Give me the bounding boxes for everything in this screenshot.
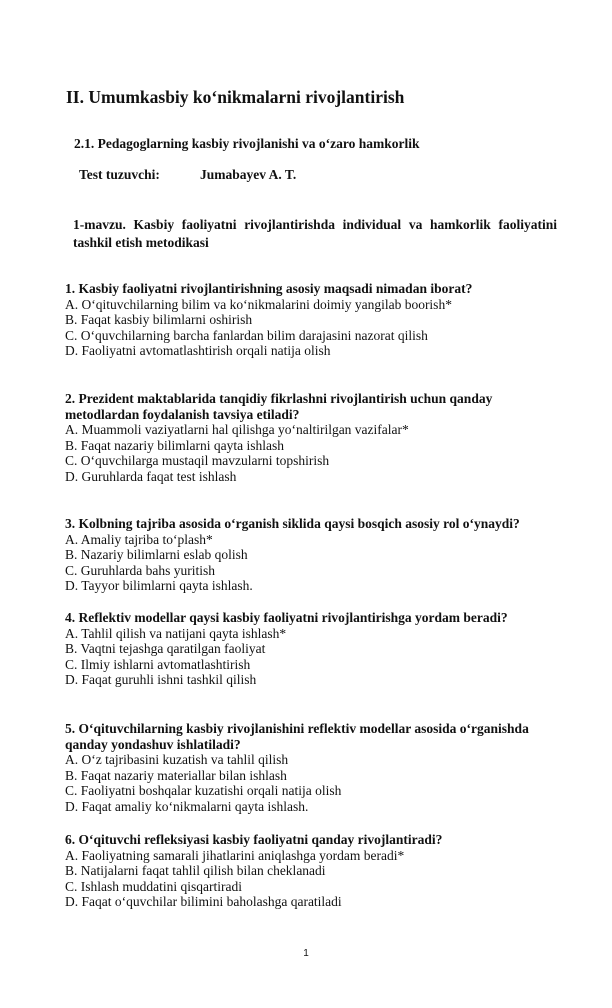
question-stem: 6. O‘qituvchi refleksiyasi kasbiy faoliyatni qanday rivojlantiradi? <box>65 832 443 847</box>
answer-option: A. Faoliyatning samarali jihatlarini aniqlashga yordam beradi* <box>65 847 405 863</box>
answer-option: D. Tayyor bilimlarni qayta ishlash. <box>65 578 253 594</box>
answer-option: C. Guruhlarda bahs yuritish <box>65 562 215 578</box>
question-stem: 2. Prezident maktablarida tanqidiy fikrlashni rivojlantirish uchun qanday <box>65 391 493 406</box>
question-stem: 1. Kasbiy faoliyatni rivojlantirishning asosiy maqsadi nimadan iborat? <box>65 281 473 296</box>
answer-option: B. Faqat kasbiy bilimlarni oshirish <box>65 312 253 328</box>
question-6 <box>65 832 565 910</box>
answer-option: B. Faqat nazariy bilimlarni qayta ishlash <box>65 437 284 453</box>
answer-option: B. Faqat nazariy materiallar bilan ishlash <box>65 767 287 783</box>
answer-option: B. Vaqtni tejashga qaratilgan faoliyat <box>65 641 266 657</box>
answer-option: C. Ilmiy ishlarni avtomatlashtirish <box>65 656 251 672</box>
question-2 <box>65 391 565 485</box>
answer-option: D. Faoliyatni avtomatlashtirish orqali natija olish <box>65 343 331 359</box>
answer-option: C. O‘quvchilarning barcha fanlardan bilim darajasini nazorat qilish <box>65 327 428 343</box>
question-stem: metodlardan foydalanish tavsiya etiladi? <box>65 406 300 422</box>
answer-option: C. Ishlash muddatini qisqartiradi <box>65 878 242 894</box>
question-stem: 3. Kolbning tajriba asosida o‘rganish siklida qaysi bosqich asosiy rol o‘ynaydi? <box>65 516 520 531</box>
section-title: II. Umumkasbiy ko‘nikmalarni rivojlantirish <box>66 87 405 107</box>
question-stem: 5. O‘qituvchilarning kasbiy rivojlanishini reflektiv modellar asosida o‘rganishda <box>65 721 529 736</box>
topic-title: 1-mavzu. Kasbiy faoliyatni rivojlantirishda individual va hamkorlik faoliyatini tashkil etish metodikasi <box>73 217 557 250</box>
answer-option: A. Tahlil qilish va natijani qayta ishlash* <box>65 625 287 641</box>
answer-option: D. Guruhlarda faqat test ishlash <box>65 468 237 484</box>
question-stem: qanday yondashuv ishlatiladi? <box>65 736 241 752</box>
answer-option: B. Natijalarni faqat tahlil qilish bilan cheklanadi <box>65 863 326 879</box>
answer-option: C. Faoliyatni boshqalar kuzatishi orqali natija olish <box>65 783 342 799</box>
answer-option: B. Nazariy bilimlarni eslab qolish <box>65 547 248 563</box>
question-3 <box>65 516 565 594</box>
answer-option: A. Amaliy tajriba to‘plash* <box>65 531 213 547</box>
question-stem: 4. Reflektiv modellar qaysi kasbiy faoliyatni rivojlantirishga yordam beradi? <box>65 610 508 625</box>
test-author-name: Jumabayev A. T. <box>200 167 297 182</box>
test-author-label: Test tuzuvchi: <box>79 167 160 182</box>
question-4 <box>65 610 565 688</box>
answer-option: A. O‘qituvchilarning bilim va ko‘nikmalarini doimiy yangilab boorish* <box>65 296 452 312</box>
subsection-title: 2.1. Pedagoglarning kasbiy rivojlanishi va o‘zaro hamkorlik <box>74 136 420 151</box>
answer-option: D. Faqat o‘quvchilar bilimini baholashga qaratiladi <box>65 894 342 910</box>
question-1 <box>65 281 565 359</box>
answer-option: D. Faqat guruhli ishni tashkil qilish <box>65 672 257 688</box>
answer-option: D. Faqat amaliy ko‘nikmalarni qayta ishlash. <box>65 798 309 814</box>
answer-option: C. O‘quvchilarga mustaqil mavzularni topshirish <box>65 453 330 469</box>
page-number: 1 <box>303 948 309 959</box>
question-5 <box>65 721 565 815</box>
answer-option: A. O‘z tajribasini kuzatish va tahlil qilish <box>65 752 289 768</box>
answer-option: A. Muammoli vaziyatlarni hal qilishga yo‘naltirilgan vazifalar* <box>65 422 409 438</box>
